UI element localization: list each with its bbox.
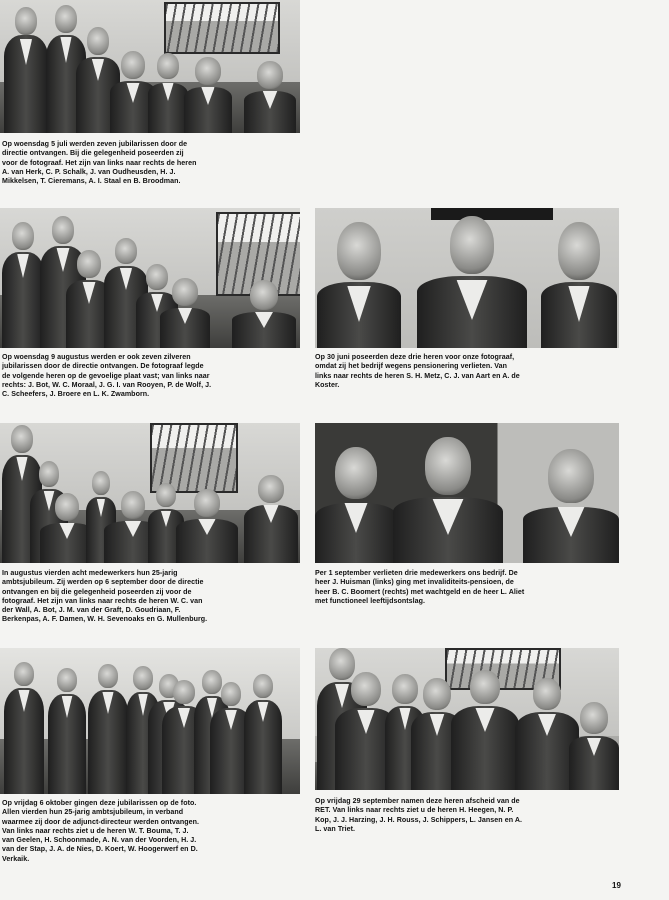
photo-jubilarissen-6-september — [0, 423, 300, 563]
photo-jubilarissen-6-oktober — [0, 648, 300, 794]
caption-1-september: Per 1 september verlieten drie medewerkers ons bedrijf. De heer J. Huisman (links) ging met invaliditeits-pensioen, de heer B. C. Boomert (rechts) met wachtgeld en de heer L. Aliet met functioneel leeftijdsontslag. — [315, 569, 525, 605]
photo-jubilarissen-5-juli — [0, 0, 300, 133]
caption-30-juni: Op 30 juni poseerden deze drie heren voor onze fotograaf, omdat zij het bedrijf wegens pensionering verlieten. Van links naar rechts de heren S. H. Metz, C. J. van Aart en A. de Koster. — [315, 353, 520, 389]
photo-afscheid-1-september — [315, 423, 619, 563]
caption-9-augustus: Op woensdag 9 augustus werden er ook zeven zilveren jubilarissen door de directie ontvangen. De fotograaf legde de volgende heren op de gevoelige plaat vast; van links naar rechts: J. Bot, W. C. Moraal, J. G. I. van Rooyen, P. de Wolf, J. C. Scheefers, J. Broere en L. K. Zwamborn. — [2, 353, 212, 399]
caption-6-september: In augustus vierden acht medewerkers hun 25-jarig ambtsjubileum. Zij werden op 6 september door de directie ontvangen en bij die gelegenheid poseerden zij voor de fotograaf. Het zijn van links naar rechts de heren W. C. van der Wall, A. Bot, J. M. van der Graft, D. Goudriaan, F. Berkenpas, A. F. Damen, W. H. Sevenoaks en G. Mullenburg. — [2, 569, 208, 624]
caption-29-september: Op vrijdag 29 september namen deze heren afscheid van de RET. Van links naar rechts ziet u de heren H. Heegen, N. P. Kop, J. J. Harzing, J. H. Rouss, J. Schippers, L. Jansen en A. L. van Triet. — [315, 797, 523, 833]
photo-pensionering-30-juni — [315, 208, 619, 348]
caption-6-oktober: Op vrijdag 6 oktober gingen deze jubilarissen op de foto. Allen vierden hun 25-jarig ambtsjubileum, in verband waarmee zij door de adjunct-directeur werden ontvangen. Van links naar rechts ziet u de heren W. T. Bouma, T. J. van Geelen, H. Schoonmade, A. N. van der Voorden, H. J. van der Stap, J. A. de Nies, D. Koert, W. Hoogerwerf en D. Verkaik. — [2, 799, 200, 863]
photo-jubilarissen-9-augustus — [0, 208, 300, 348]
photo-afscheid-29-september — [315, 648, 619, 790]
page-number: 19 — [612, 881, 621, 890]
caption-5-juli: Op woensdag 5 juli werden zeven jubilarissen door de directie ontvangen. Bij die gelegenheid poseerden zij voor de fotograaf. Het zijn van links naar rechts de heren A. van Herk, C. P. Schalk, J. van Oudheusden, H. J. Mikkelsen, T. Cieremans, A. I. Staal en B. Broodman. — [2, 140, 197, 186]
